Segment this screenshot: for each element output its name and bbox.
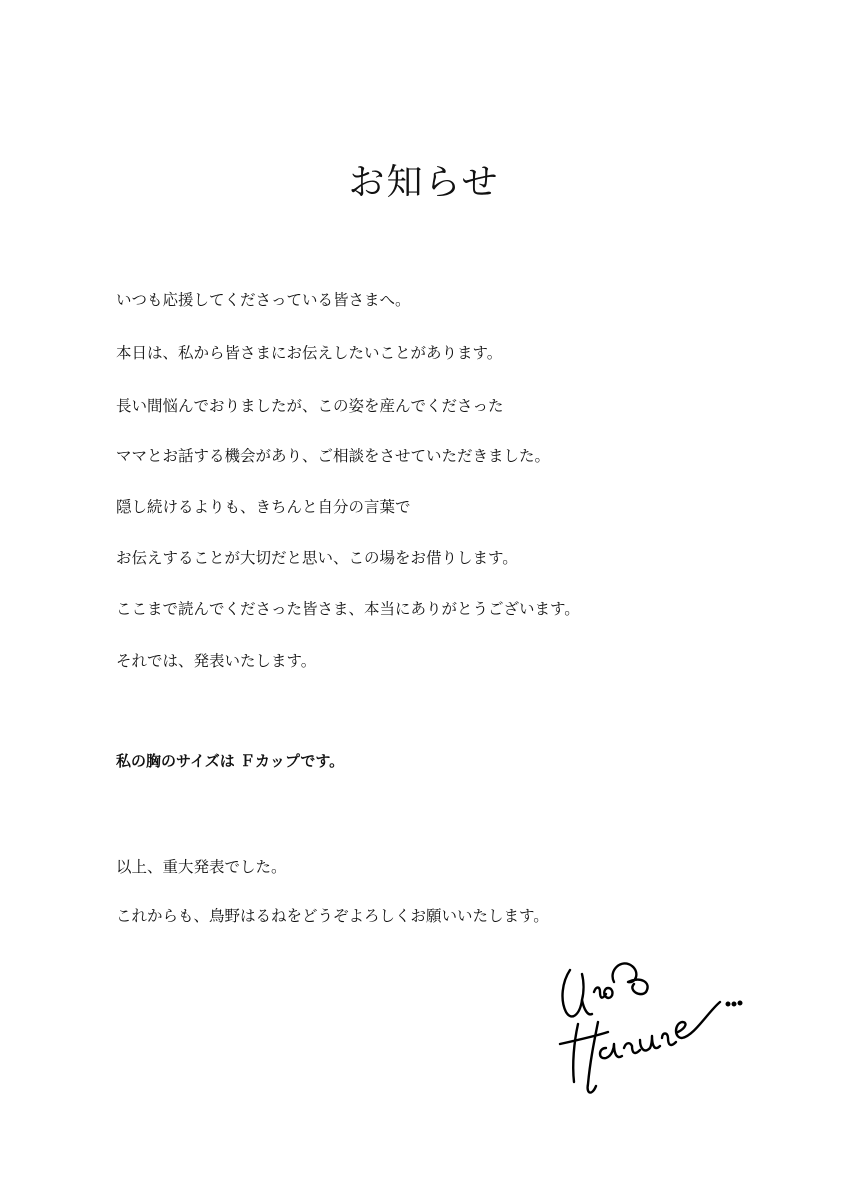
paragraph-line-6: お伝えすることが大切だと思い、この場をお借りします。 bbox=[116, 549, 518, 567]
closing-line-2: これからも、鳥野はるねをどうぞよろしくお願いいたします。 bbox=[116, 907, 549, 925]
handwritten-signature bbox=[548, 952, 748, 1102]
paragraph-line-5: 隠し続けるよりも、きちんと自分の言葉で bbox=[116, 498, 411, 516]
paragraph-line-1: いつも応援してくださっている皆さまへ。 bbox=[116, 291, 411, 309]
paragraph-line-2: 本日は、私から皆さまにお伝えしたいことがあります。 bbox=[116, 344, 503, 362]
document-title: お知らせ bbox=[348, 162, 500, 203]
paragraph-line-3: 長い間悩んでおりましたが、この姿を産んでくださった bbox=[116, 397, 504, 415]
paragraph-line-4: ママとお話する機会があり、ご相談をさせていただきました。 bbox=[116, 447, 551, 465]
paragraph-line-7: ここまで読んでくださった皆さま、本当にありがとうございます。 bbox=[116, 600, 580, 618]
paragraph-line-8: それでは、発表いたします。 bbox=[116, 652, 317, 670]
announcement-line: 私の胸のサイズは Ｆカップです。 bbox=[116, 752, 345, 770]
closing-line-1: 以上、重大発表でした。 bbox=[116, 858, 287, 876]
